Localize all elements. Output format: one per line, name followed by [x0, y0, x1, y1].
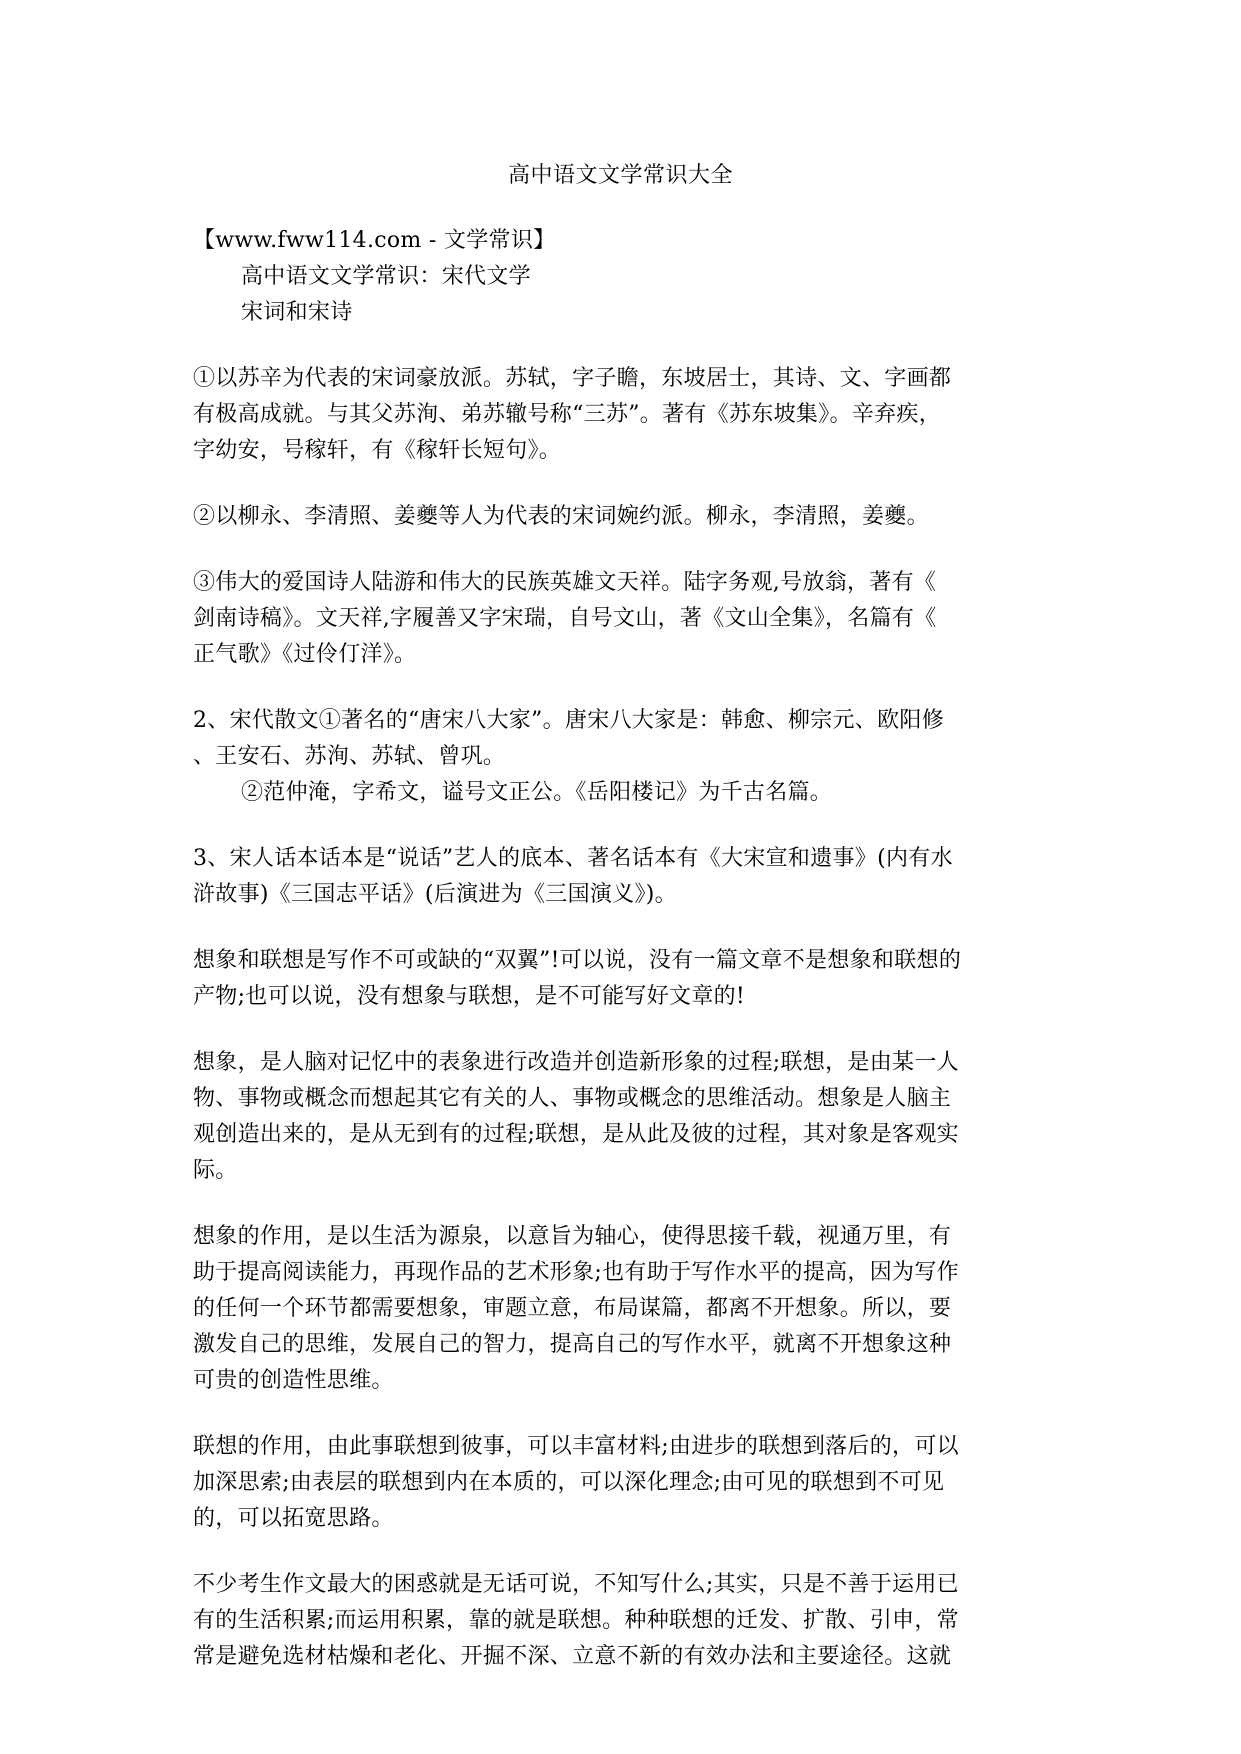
paragraph-line: 正气歌》《过伶仃洋》。 [193, 642, 417, 667]
paragraph-gap [193, 331, 1053, 361]
paragraph-line: 3、宋人话本话本是“说话”艺人的底本、著名话本有《大宋宣和遗事》(内有水 [193, 846, 953, 871]
paragraph-line: 、王安石、苏洵、苏轼、曾巩。 [193, 744, 506, 769]
paragraph-line: 有的生活积累;而运用积累，靠的就是联想。种种联想的迁发、扩散、引申，常 [193, 1608, 959, 1633]
paragraph-line: 字幼安，号稼轩，有《稼轩长短句》。 [193, 438, 562, 463]
paragraph-line: 可贵的创造性思维。 [193, 1368, 394, 1393]
paragraph-gap [193, 469, 1053, 499]
paragraph-line: ②以柳永、李清照、姜夔等人为代表的宋词婉约派。柳永，李清照，姜夔。 [193, 504, 929, 529]
paragraph-line: 有极高成就。与其父苏洵、弟苏辙号称“三苏”。著有《苏东坡集》。辛弃疾， [193, 402, 941, 427]
paragraph-line: 际。 [193, 1158, 238, 1183]
document-body [193, 223, 1053, 1675]
paragraph-line: ②范仲淹，字希文，谥号文正公。《岳阳楼记》为千古名篇。 [241, 780, 833, 805]
subsection-heading: 宋词和宋诗 [241, 300, 353, 325]
paragraph-line: 激发自己的思维，发展自己的智力，提高自己的写作水平，就离不开想象这种 [193, 1332, 952, 1357]
source-line: 【www.fww114.com - 文学常识】 [193, 228, 556, 253]
document-title: 高中语文文学常识大全 [507, 163, 733, 188]
paragraph-line: 物、事物或概念而想起其它有关的人、事物或概念的思维活动。想象是人脑主 [193, 1086, 952, 1111]
paragraph-line: 2、宋代散文①著名的“唐宋八大家”。唐宋八大家是：韩愈、柳宗元、欧阳修 [193, 708, 944, 733]
paragraph-line: 助于提高阅读能力，再现作品的艺术形象;也有助于写作水平的提高，因为写作 [193, 1260, 959, 1285]
paragraph-line: 不少考生作文最大的困惑就是无话可说，不知写什么;其实，只是不善于运用已 [193, 1572, 959, 1597]
paragraph-line: 想象和联想是写作不可或缺的“双翼”!可以说，没有一篇文章不是想象和联想的 [193, 948, 962, 973]
paragraph-gap [193, 535, 1053, 565]
paragraph-line: ③伟大的爱国诗人陆游和伟大的民族英雄文天祥。陆字务观,号放翁，著有《 [193, 570, 937, 595]
paragraph-line: 浒故事)《三国志平话》(后演进为《三国演义》)。 [193, 882, 677, 907]
paragraph-line: ①以苏辛为代表的宋词豪放派。苏轼，字子瞻，东坡居士，其诗、文、字画都 [193, 366, 952, 391]
paragraph-gap [193, 1015, 1053, 1045]
paragraph-gap [193, 1189, 1053, 1219]
paragraph-gap [193, 1399, 1053, 1429]
paragraph-line: 观创造出来的，是从无到有的过程;联想，是从此及彼的过程，其对象是客观实 [193, 1122, 959, 1147]
paragraph-line: 的，可以拓宽思路。 [193, 1506, 394, 1531]
paragraph-line: 剑南诗稿》。文天祥,字履善又字宋瑞，自号文山，著《文山全集》，名篇有《 [193, 606, 937, 631]
paragraph-line: 常是避免选材枯燥和老化、开掘不深、立意不新的有效办法和主要途径。这就 [193, 1644, 952, 1669]
paragraph-line: 的任何一个环节都需要想象，审题立意，布局谋篇，都离不开想象。所以，要 [193, 1296, 952, 1321]
paragraph-gap [193, 1537, 1053, 1567]
paragraph-gap [193, 811, 1053, 841]
section-heading: 高中语文文学常识：宋代文学 [241, 264, 531, 289]
paragraph-line: 想象，是人脑对记忆中的表象进行改造并创造新形象的过程;联想，是由某一人 [193, 1050, 959, 1075]
paragraph-line: 想象的作用，是以生活为源泉，以意旨为轴心，使得思接千载，视通万里，有 [193, 1224, 952, 1249]
paragraph-line: 联想的作用，由此事联想到彼事，可以丰富材料;由进步的联想到落后的，可以 [193, 1434, 959, 1459]
paragraph-line: 加深思索;由表层的联想到内在本质的，可以深化理念;由可见的联想到不可见 [193, 1470, 945, 1495]
paragraph-line: 产物;也可以说，没有想象与联想，是不可能写好文章的! [193, 984, 746, 1009]
paragraph-gap [193, 913, 1053, 943]
paragraph-gap [193, 673, 1053, 703]
